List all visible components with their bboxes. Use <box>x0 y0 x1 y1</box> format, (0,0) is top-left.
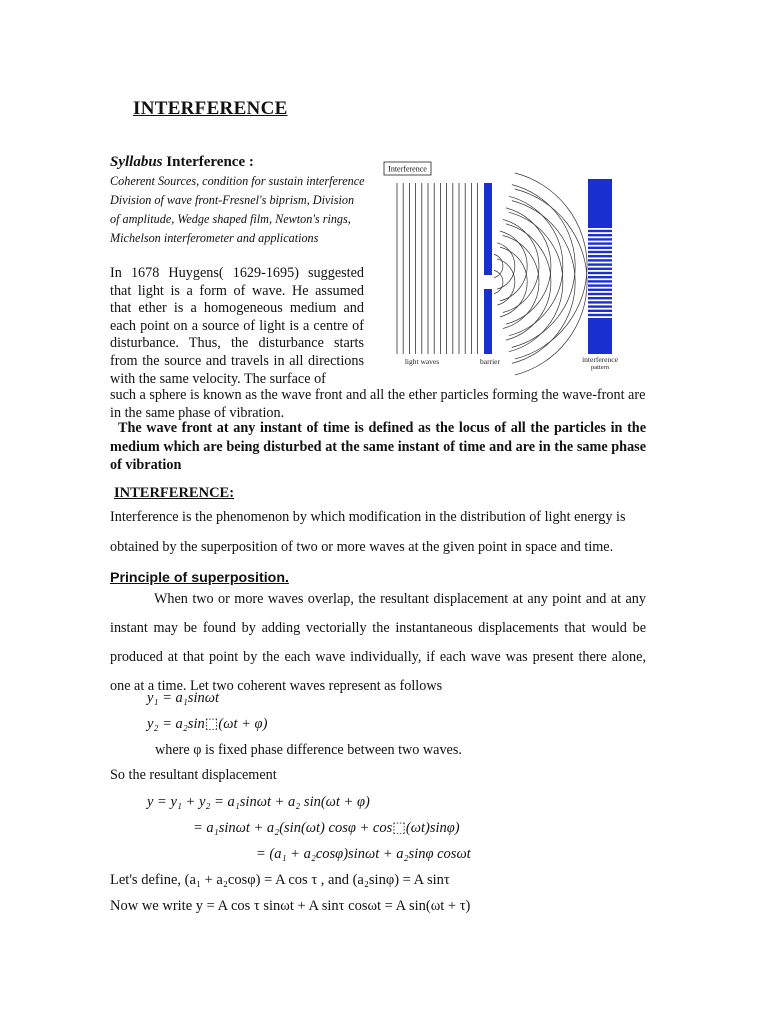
pattern-fringe <box>588 312 612 314</box>
interference-diagram <box>383 158 645 378</box>
pattern-fringe <box>588 316 612 318</box>
pattern-fringe <box>588 274 612 276</box>
label-light-waves: light waves <box>404 357 440 366</box>
pattern-fringe <box>588 228 612 230</box>
wave-arc <box>497 243 515 289</box>
page-title: INTERFERENCE <box>133 98 288 119</box>
barrier <box>484 183 492 354</box>
pattern-fringe <box>588 270 612 272</box>
interference-figure <box>383 158 645 378</box>
resultant-label: So the resultant displacement <box>110 767 277 783</box>
equation-expansion: = a₁sinωt + a₂(sin(ωt) cosφ + cos⬚(ωt)sinφ) <box>193 820 460 836</box>
superposition-paragraph: When two or more waves overlap, the resultant displacement at any point and at any instant may be found by adding vectorially the instantaneous displacements that would be produced at that point by the each wave individually, if each wave was present there alone, one at a time. Let two coherent waves represent as follows <box>110 591 646 694</box>
pattern-fringe <box>588 262 612 264</box>
pattern-fringe <box>588 253 612 255</box>
pattern-fringe <box>588 287 612 289</box>
pattern-fringe <box>588 295 612 297</box>
pattern-fringe <box>588 266 612 268</box>
syllabus-block <box>110 153 380 248</box>
label-interference-pattern: interference pattern <box>582 355 618 371</box>
plane-wave-lines <box>397 183 478 354</box>
figure-box-label: Interference <box>388 164 427 174</box>
phase-note: where φ is fixed phase difference between two waves. <box>155 742 462 758</box>
wave-arc <box>494 254 503 277</box>
now-line: Now we write y = A cos τ sinωt + A sinτ cosωt = A sin(ωt + τ) <box>110 898 471 914</box>
pattern-fringe <box>588 308 612 310</box>
interference-pattern <box>588 179 612 354</box>
syllabus-line: Michelson interferometer and applications <box>110 231 319 245</box>
wave-arc <box>512 185 575 348</box>
syllabus-line: Coherent Sources, condition for sustain interference <box>110 174 365 188</box>
wavefront-definition: The wave front at any instant of time is defined as the locus of all the particles in the medium which are being disturbed at the same instant of time and are in the same phase of vibration <box>110 420 646 473</box>
diffraction-arcs <box>494 173 587 375</box>
pattern-fringe <box>588 236 612 238</box>
huygens-paragraph: In 1678 Huygens( 1629-1695) suggested that light is a form of wave. He assumed that ether is a homogeneous medium and each point on a source of light is a centre of disturbance. Thus, the disturbance starts from the source and travels in all directions with the same velocity. The surface of <box>110 265 364 387</box>
pattern-fringe <box>588 257 612 259</box>
pattern-fringe <box>588 245 612 247</box>
wave-arc <box>497 259 515 305</box>
wave-arc <box>494 270 503 293</box>
syllabus-line: of amplitude, Wedge shaped film, Newton's rings, <box>110 212 351 226</box>
equation-resultant: y = y₁ + y₂ = a₁sinωt + a₂ sin(ωt + φ) <box>147 794 370 810</box>
syllabus-heading: Syllabus Interference : <box>110 154 254 170</box>
interference-heading: INTERFERENCE: <box>114 485 235 501</box>
interference-paragraph: Interference is the phenomenon by which modification in the distribution of light energy is obtained by the superposition of two or more waves at the given point in space and time. <box>110 509 626 555</box>
wave-arc <box>512 201 575 364</box>
pattern-fringe <box>588 278 612 280</box>
pattern-fringe <box>588 304 612 306</box>
pattern-fringe <box>588 299 612 301</box>
equation-y1: y₁ = a₁sinωt <box>147 690 219 706</box>
pattern-fringe <box>588 232 612 234</box>
wave-arc <box>506 208 551 324</box>
define-line: Let's define, (a₁ + a₂cosφ) = A cos τ , and (a₂sinφ) = A sinτ <box>110 872 450 888</box>
pattern-fringe <box>588 283 612 285</box>
pattern-fringe <box>588 249 612 251</box>
pattern-fringe <box>588 291 612 293</box>
superposition-heading: Principle of superposition. <box>110 570 289 586</box>
wave-arc <box>506 224 551 340</box>
pattern-fringe <box>588 241 612 243</box>
equation-y2: y₂ = a₂sin⬚(ωt + φ) <box>147 716 268 732</box>
label-barrier: barrier <box>480 357 500 366</box>
huygens-paragraph-cont: such a sphere is known as the wave front and all the ether particles forming the wave-front are in the same phase of vibration. <box>110 387 646 421</box>
equation-grouped: = (a₁ + a₂cosφ)sinωt + a₂sinφ cosωt <box>256 846 471 862</box>
syllabus-line: Division of wave front-Fresnel's biprism, Division <box>110 193 355 207</box>
